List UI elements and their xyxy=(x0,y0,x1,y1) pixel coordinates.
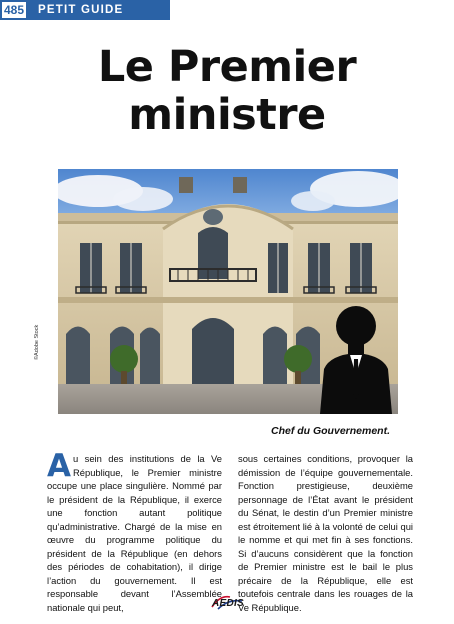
column-1-text: u sein des institutions de la Ve République, le Premier ministre occupe une place singulière. Nommé par le président de la République, il exerce une fonction autant politique qu’administrative. Chargé de la mise en œuvre du programme politique du président de la République (en dehors des périodes de cohabitation), il dirige l’action du gouvernement. Il est responsable devant l’Assemblée nationale qui peut, xyxy=(47,453,222,613)
article-body xyxy=(47,448,413,614)
page-title xyxy=(0,43,454,139)
series-name: PETIT GUIDE xyxy=(38,4,124,16)
title-line-1: Le Premier xyxy=(97,42,357,92)
title-line-2: ministre xyxy=(128,90,326,140)
header-band xyxy=(0,0,170,20)
publisher-logo-text: AEDIS xyxy=(211,598,245,609)
text-column-1 xyxy=(47,448,222,614)
photo-caption: Chef du Gouvernement. xyxy=(270,425,390,437)
photo-credit: ©Adobe Stock xyxy=(34,324,40,360)
publisher-logo xyxy=(208,593,248,613)
text-column-2: sous certaines conditions, provoquer la démission de l’équipe gouvernementale. Fonction prestigieuse, deuxième personnage de l’État avant le président du Sénat, le destin d’un Premier ministre est étroitement lié à la volonté de celui qui le nomme et qui met fin à ses fonctions. Si d’aucuns considèrent que la fonction de Premier ministre est le bail le plus précaire de la République, elle est toutefois centrale dans les rouages de la Ve République. xyxy=(238,453,413,613)
building-photo xyxy=(58,169,398,414)
issue-number: 485 xyxy=(0,0,28,20)
drop-cap: A xyxy=(47,448,71,484)
